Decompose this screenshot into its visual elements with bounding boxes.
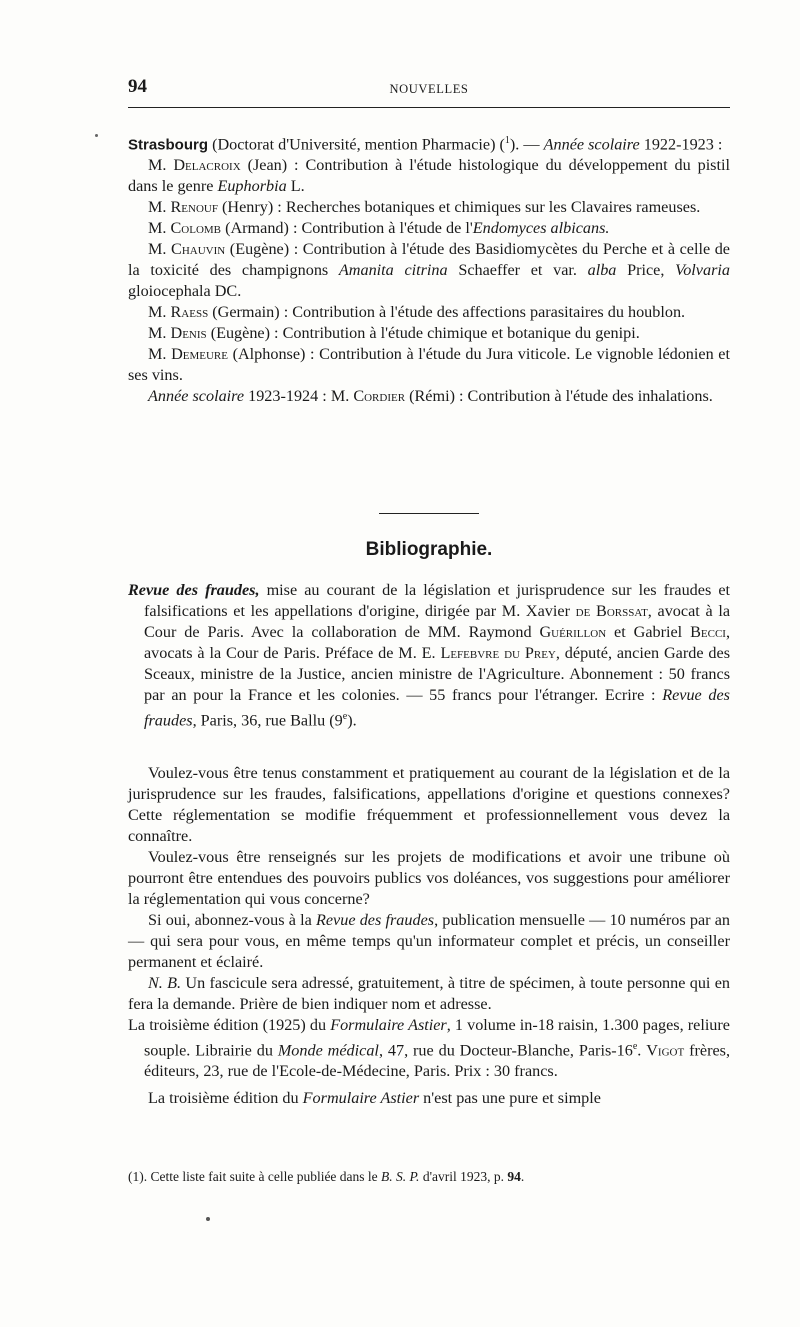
header-rule <box>128 107 730 108</box>
thesis-entry: M. Colomb (Armand) : Contribution à l'étude de l'Endomyces albicans. <box>148 219 610 238</box>
page-header <box>128 76 730 98</box>
footnote-ref: 1 <box>504 135 510 146</box>
strasbourg-heading: Strasbourg (Doctorat d'Université, mention Pharmacie) ($^1$). — Année scolaire 1922-1923 : <box>128 135 723 154</box>
promo-paragraph: N. B. Un fascicule sera adressé, gratuitement, à titre de spécimen, à toute personne qui en fera la demande. Prière de bien indiquer nom et adresse. <box>128 974 730 1013</box>
section-divider <box>379 513 479 514</box>
formulaire-paragraph: La troisième édition du Formulaire Astier n'est pas une pure et simple <box>148 1089 601 1108</box>
thesis-entry: M. Denis (Eugène) : Contribution à l'étude chimique et botanique du genipi. <box>148 324 640 343</box>
theses-list <box>128 130 730 407</box>
page-number: 94 <box>128 76 147 97</box>
thesis-entry: M. Raess (Germain) : Contribution à l'étude des affections parasitaires du houblon. <box>148 303 686 322</box>
footnote: (1). Cette liste fait suite à celle publiée dans le B. S. P. d'avril 1923, p. 94. <box>128 1169 525 1184</box>
promo-paragraph: Voulez-vous être renseignés sur les projets de modifications et avoir une tribune où pourront être entendues des pouvoirs publics vos doléances, vos suggestions pour améliorer la réglementation qui vous concerne? <box>128 848 730 908</box>
promo-text <box>128 763 730 1015</box>
bibliography-title: Bibliographie. <box>365 539 493 560</box>
running-head: NOUVELLES <box>389 82 469 96</box>
promo-paragraph: Si oui, abonnez-vous à la Revue des fraudes, publication mensuelle — 10 numéros par an — qui sera pour vous, en même temps qu'un informateur complet et précis, un conseiller permanent et éclairé. <box>128 911 731 971</box>
thesis-entry: M. Demeure (Alphonse) : Contribution à l'étude du Jura viticole. Le vignoble lédonien et ses vins. <box>128 345 730 385</box>
bibliography-entry <box>128 580 730 731</box>
stray-dot <box>206 1217 210 1221</box>
promo-paragraph: Voulez-vous être tenus constamment et pratiquement au courant de la législation et de la jurisprudence sur les fraudes, falsifications, appellations d'origine et questions connexes? Cette réglementation se modifie fréquemment et professionnellement vous devez la connaître. <box>128 764 730 845</box>
formulaire-entry <box>128 1015 730 1109</box>
thesis-entry: M. Renouf (Henry) : Recherches botaniques et chimiques sur les Clavaires rameuses. <box>148 198 701 217</box>
thesis-entry: M. Chauvin (Eugène) : Contribution à l'étude des Basidiomycètes du Perche et à celle de la toxicité des champignons Amanita citrina Schaeffer et var. alba Price, Volvaria gloiocephala DC. <box>128 240 730 301</box>
margin-mark <box>95 134 98 137</box>
formulaire-paragraph: La troisième édition (1925) du Formulaire Astier, 1 volume in-18 raisin, 1.300 pages, reliure souple. Librairie du Monde médical, 47, rue du Docteur-Blanche, Paris-16e. Vigot frères, éditeurs, 23, rue de l'Ecole-de-Médecine, Paris. Prix : 30 francs. <box>128 1016 730 1081</box>
thesis-entry: Année scolaire 1923-1924 : M. Cordier (Rémi) : Contribution à l'étude des inhalations. <box>148 387 713 406</box>
revue-entry: Revue des fraudes, mise au courant de la législation et jurisprudence sur les fraudes et falsifications et les appellations d'origine, dirigée par M. Xavier de Borssat, avocat à la Cour de Paris. Avec la collaboration de MM. Raymond Guérillon et Gabriel Becci, avocats à la Cour de Paris. Préface de M. E. Lefebvre du Prey, député, ancien Garde des Sceaux, ministre de la Justice, ancien ministre de l'Agriculture. Abonnement : 50 francs par an pour la France et les colonies. — 55 francs pour l'étranger. Ecrire : Revue des fraudes, Paris, 36, rue Ballu (9e). <box>128 581 731 730</box>
thesis-entry: M. Delacroix (Jean) : Contribution à l'étude histologique du développement du pistil dans le genre Euphorbia L. <box>128 156 730 196</box>
